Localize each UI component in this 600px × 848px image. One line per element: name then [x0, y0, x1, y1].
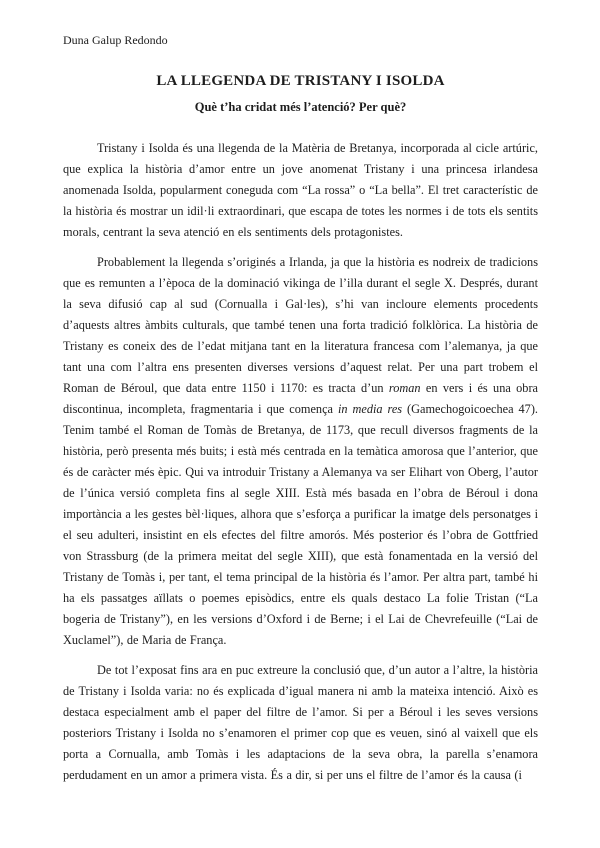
text-segment: Probablement la llegenda s’originés a Irlanda, ja que la història es nodreix de tradicions que es remunten a l’època de la dominació vikinga de l’illa durant el segle X. Després, durant la seva difusió cap al sud (Cornualla i Gal·les), s’hi van incloure elements procedents d’aquests altres àmbits culturals, que també tenen una forta tradició folklòrica. La història de Tristany es coneix des de l’edat mitjana tant en la literatura francesa com l’alemanya, ja que tant una com l’altra ens presenten diverses versions d’aquest relat. Per una part trobem el Roman de Béroul, que data entre 1150 i 1170: es tracta d’un [63, 255, 538, 395]
document-body [63, 138, 538, 786]
paragraph [63, 660, 538, 786]
paragraph [63, 138, 538, 243]
paragraph [63, 252, 538, 651]
author-name: Duna Galup Redondo [63, 33, 168, 47]
text-segment: en vers i és una obra discontinua, incompleta, fragmentaria i que comença [63, 381, 539, 416]
document-title: LA LLEGENDA DE TRISTANY I ISOLDA [156, 73, 445, 89]
text-segment: Tristany i Isolda és una llegenda de la Matèria de Bretanya, incorporada al cicle artúric, que explica la història d’amor entre un jove anomenat Tristany i una princesa irlandesa anomenada Isolda, popularment coneguda com “La rossa” o “La bella”. El tret característic de la història és mostrar un idil·li extraordinari, que escapa de totes les normes i de tots els sentits morals, centrant la seva atenció en els sentiments dels protagonistes. [63, 141, 538, 239]
document-subtitle: Què t’ha cridat més l’atenció? Per què? [194, 100, 407, 114]
text-segment: De tot l’exposat fins ara en puc extreure la conclusió que, d’un autor a l’altre, la història de Tristany i Isolda varia: no és explicada d’igual manera ni amb la mateixa intenció. Això es destaca especialment amb el paper del filtre de l’amor. Si per a Béroul i les seves versions posteriors Tristany i Isolda no s’enamoren el primer cop que es veuen, sinó al vaixell que els porta a Cornualla, amb Tomàs i les adaptacions de la seva obra, la parella s’enamora perdudament en un amor a primera vista. És a dir, si per uns el filtre de l’amor és la causa (i [63, 663, 538, 782]
italic-term: roman [388, 381, 421, 395]
text-segment: (Gamechogoicoechea 47). Tenim també el Roman de Tomàs de Bretanya, de 1173, que recull diversos fragments de la història, però presenta més buits; i està més centrada en la temàtica amorosa que l’anterior, que és de caràcter més èpic. Qui va introduir Tristany a Alemanya va ser Elihart von Oberg, l’autor de l’única versió completa fins al segle XIII. Està més basada en l’obra de Béroul i dona importància a les gestes bèl·liques, alhora que s’esforça a purificar la imatge dels personatges i el seu adulteri, insistint en els efectes del filtre amorós. Més posterior és l’obra de Gottfried von Strassburg (de la primera meitat del segle XIII), que està fonamentada en la versió del Tristany de Tomàs i, per tant, el tema principal de la història és l’amor. Per altra part, també hi ha els passatges aïllats o poemes episòdics, entre els quals destaco La folie Tristan (“La bogeria de Tristany”), en les versions d’Oxford i de Berne; i el Lai de Chevrefeuille (“Lai de Xuclamel”), de Maria de França. [63, 402, 538, 647]
italic-term: in media res [337, 402, 403, 416]
